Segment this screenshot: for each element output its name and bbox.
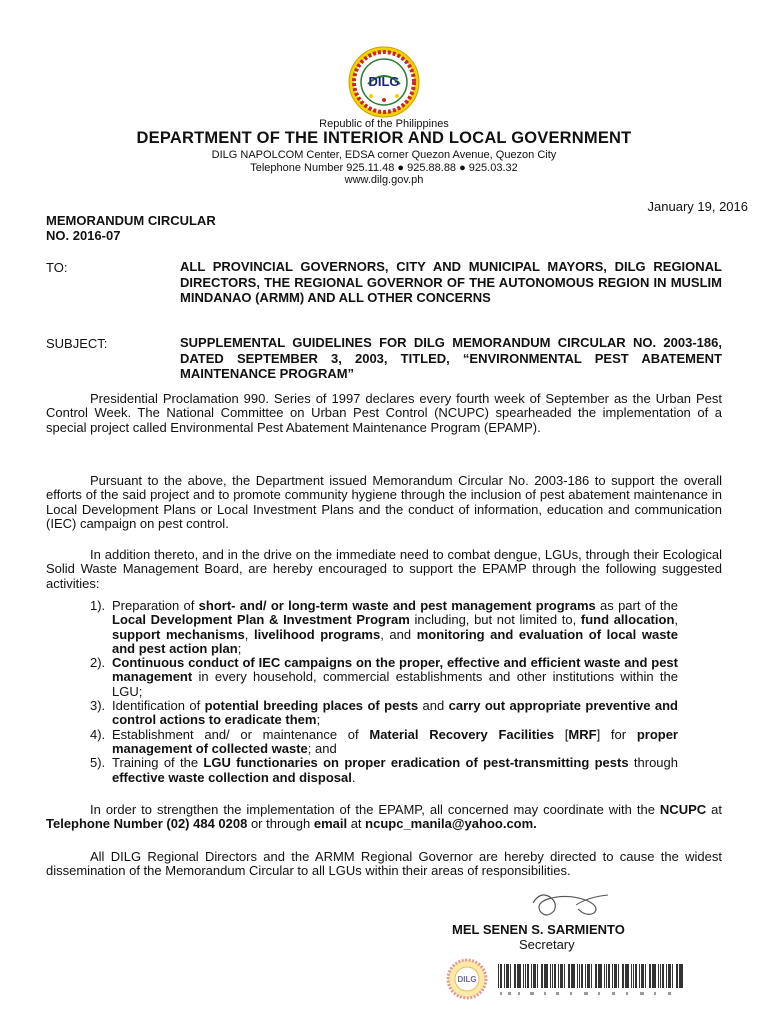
barcode-bar <box>527 964 529 988</box>
dilg-stamp-icon <box>446 958 488 1000</box>
paragraph-1 <box>46 392 722 435</box>
barcode-bar <box>554 964 556 988</box>
barcode-bar <box>587 964 590 988</box>
list-item: 5). Training of the LGU functionaries on proper eradication of pest-transmitting pests through effective waste collection and disposal. <box>90 755 678 785</box>
memo-type: MEMORANDUM CIRCULAR <box>46 213 216 228</box>
subject-label: SUBJECT: <box>46 336 108 351</box>
barcode-bar <box>544 964 548 988</box>
barcode-bar <box>622 964 624 988</box>
barcode-bar <box>558 964 559 988</box>
barcode-bar <box>604 964 605 988</box>
list-item: 1). Preparation of short- and/ or long-term waste and pest management programs as part of the Local Development Plan & Investment Program including, but not limited to, fund allocation, support mechanisms, livelihood programs, and monitoring and evaluation of local waste and pest action plan; <box>90 598 679 656</box>
department-name: DEPARTMENT OF THE INTERIOR AND LOCAL GOVERNMENT <box>136 129 632 147</box>
activities-list <box>90 599 678 785</box>
barcode-bar <box>510 964 511 988</box>
barcode-bar <box>645 964 646 988</box>
barcode-bar <box>658 964 659 988</box>
paragraph-3 <box>46 548 722 591</box>
barcode-bar <box>517 964 521 988</box>
memo-number: NO. 2016-07 <box>46 228 121 243</box>
website-line: www.dilg.gov.ph <box>344 174 424 186</box>
signatory-title: Secretary <box>519 937 575 952</box>
barcode-bar <box>585 964 586 988</box>
barcode-bar <box>514 964 516 988</box>
barcode-bar <box>500 964 502 988</box>
barcode-bar <box>660 964 661 988</box>
stamp-text: DILG <box>457 975 477 984</box>
barcode-bar <box>666 964 667 988</box>
barcode-bar <box>504 964 505 988</box>
to-recipients: ALL PROVINCIAL GOVERNORS, CITY AND MUNICIPAL MAYORS, DILG REGIONAL DIRECTORS, THE REGIONAL GOVERNOR OF THE AUTONOMOUS REGION IN MUSLIM MINDANAO (ARMM) AND ALL OTHER CONCERNS <box>180 259 722 305</box>
barcode-bar <box>541 964 543 988</box>
paragraph-5-text: All DILG Regional Directors and the ARMM Regional Governor are hereby directed to cause the widest dissemination of the Memorandum Circular to all LGUs within their areas of responsibilities. <box>46 849 722 879</box>
list-item-number: 3). <box>90 698 106 714</box>
list-item-number: 1). <box>90 598 106 613</box>
barcode-bar <box>537 964 538 988</box>
barcode-bar <box>577 964 578 988</box>
barcode-bar <box>568 964 570 988</box>
barcode-bar <box>631 964 632 988</box>
barcode-bar <box>679 964 683 988</box>
address-block <box>0 149 768 187</box>
barcode-bar <box>649 964 651 988</box>
barcode-bar <box>668 964 671 988</box>
paragraph-4: In order to strengthen the implementation of the EPAMP, all concerned may coordinate with the NCUPC at Telephone Number (02) 484 0208 or through email at ncupc_manila@yahoo.com. <box>46 802 722 832</box>
memo-heading <box>46 213 216 243</box>
list-item: 3). Identification of potential breeding places of pests and carry out appropriate preventive and control actions to eradicate them; <box>90 698 678 728</box>
barcode-bar <box>639 964 640 988</box>
barcode-bar <box>662 964 664 988</box>
barcode-bar <box>633 964 634 988</box>
barcode-bar <box>525 964 526 988</box>
paragraph-2-text: Pursuant to the above, the Department issued Memorandum Circular No. 2003-186 to support the overall efforts of the said project and to promote community hygiene through the inclusion of pest abatement maintenance in Local Development Plans or Local Investment Plans and the conduct of information, education and communication (IEC) campaign on pest control. <box>46 473 722 531</box>
barcode-bar <box>560 964 563 988</box>
barcode-bar <box>591 964 592 988</box>
barcode-bar <box>571 964 575 988</box>
barcode-bar <box>608 964 610 988</box>
barcode-bar <box>579 964 580 988</box>
barcode-bar <box>676 964 678 988</box>
barcode-bar <box>606 964 607 988</box>
seal-text: DILG <box>368 74 400 89</box>
telephone-line: Telephone Number 925.11.48 ● 925.88.88 ● 925.03.32 <box>250 161 518 174</box>
paragraph-5 <box>46 850 722 879</box>
barcode-bar <box>498 964 499 988</box>
barcode-bar <box>612 964 613 988</box>
list-item: 2). Continuous conduct of IEC campaigns on the proper, effective and efficient waste and pest management in every household, commercial establishments and other institutions within the LGU; <box>90 655 678 699</box>
barcode-bar <box>598 964 602 988</box>
memo-date: January 19, 2016 <box>647 199 748 214</box>
barcode-bar <box>506 964 509 988</box>
barcode-bar <box>625 964 629 988</box>
paragraph-2 <box>46 474 722 531</box>
barcode-bar <box>533 964 536 988</box>
paragraph-1-text: Presidential Proclamation 990. Series of 1997 declares every fourth week of September as the Urban Pest Control Week. The National Committee on Urban Pest Control (NCUPC) spearheaded the implementation of a special project called Environmental Pest Abatement Maintenance Program (EPAMP). <box>46 391 722 435</box>
paragraph-3-text: In addition thereto, and in the drive on the immediate need to combat dengue, LGUs, through their Ecological Solid Waste Management Board, are hereby encouraged to support the EPAMP through the following suggested activities: <box>46 547 722 591</box>
barcode-image <box>496 962 686 998</box>
barcode-bar <box>523 964 524 988</box>
barcode-bar <box>618 964 619 988</box>
barcode-bar <box>552 964 553 988</box>
republic-line: Republic of the Philippines <box>319 118 449 130</box>
barcode-bar <box>595 964 597 988</box>
barcode-bar <box>641 964 644 988</box>
barcode-bar <box>531 964 532 988</box>
subject-text: SUPPLEMENTAL GUIDELINES FOR DILG MEMORANDUM CIRCULAR NO. 2003-186, DATED SEPTEMBER 3, 2003, TITLED, “ENVIRONMENTAL PEST ABATEMENT MAINTENANCE PROGRAM” <box>180 335 722 381</box>
to-label: TO: <box>46 260 68 275</box>
list-item-number: 5). <box>90 755 106 771</box>
barcode-bar <box>564 964 565 988</box>
barcode-bar <box>614 964 617 988</box>
barcode-bar <box>672 964 673 988</box>
signature-mark <box>528 883 618 923</box>
signatory-name: MEL SENEN S. SARMIENTO <box>452 922 625 937</box>
list-item: 4). Establishment and/ or maintenance of Material Recovery Facilities [MRF] for proper management of collected waste; and <box>90 726 678 756</box>
list-item-number: 4). <box>90 726 106 742</box>
barcode-bar <box>635 964 637 988</box>
barcode-bar <box>581 964 583 988</box>
barcode-bar <box>550 964 551 988</box>
barcode-bar <box>652 964 656 988</box>
dilg-seal-logo <box>330 46 438 118</box>
list-item-number: 2). <box>90 655 106 671</box>
address-line: DILG NAPOLCOM Center, EDSA corner Quezon Avenue, Quezon City <box>211 149 557 161</box>
